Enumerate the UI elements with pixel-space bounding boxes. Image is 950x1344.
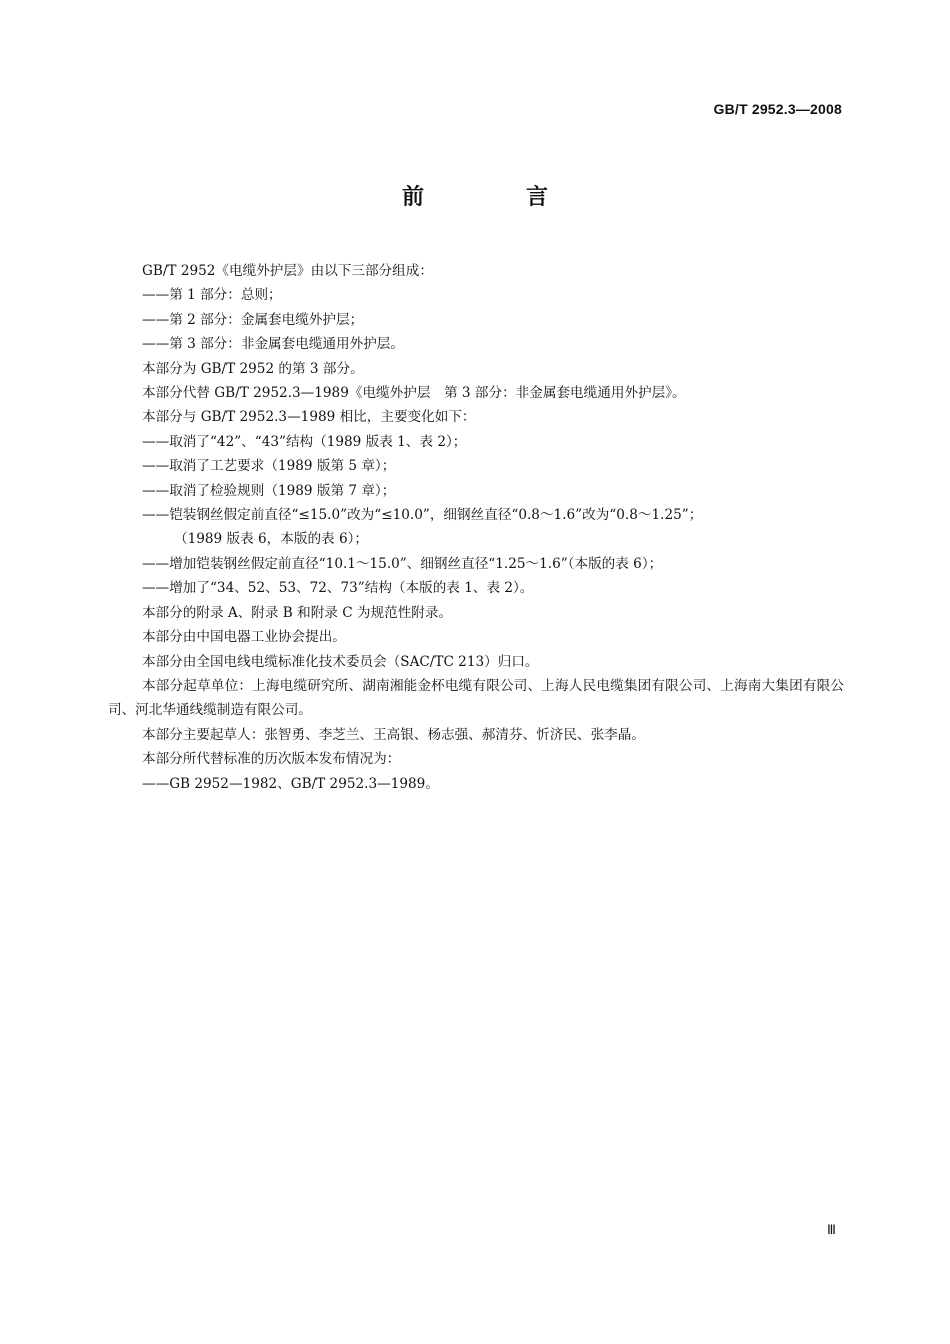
list-item: ——铠装钢丝假定前直径“≤15.0”改为“≤10.0”，细钢丝直径“0.8～1.6”改为“0.8～1.25”； bbox=[142, 507, 703, 524]
list-item: ——取消了“42”、“43”结构（1989 版表 1、表 2）； bbox=[142, 433, 467, 450]
paragraph: 本部分所代替标准的历次版本发布情况为： bbox=[142, 751, 401, 768]
paragraph: 本部分由中国电器工业协会提出。 bbox=[142, 629, 346, 646]
list-item: ——第 1 部分：总则； bbox=[142, 287, 282, 304]
paragraph: 本部分代替 GB/T 2952.3—1989《电缆外护层 第 3 部分：非金属套电缆通用外护层》。 bbox=[142, 385, 686, 402]
paragraph: 本部分为 GB/T 2952 的第 3 部分。 bbox=[142, 360, 364, 377]
standard-code: GB/T 2952.3—2008 bbox=[713, 101, 842, 117]
list-item: ——增加铠装钢丝假定前直径“10.1～15.0”、细钢丝直径“1.25～1.6”（本版的表 6）； bbox=[142, 555, 663, 572]
page-number: Ⅲ bbox=[827, 1222, 836, 1237]
page-title: 前 言 bbox=[401, 185, 588, 210]
paragraph: 本部分由全国电线电缆标准化技术委员会（SAC/TC 213）归口。 bbox=[142, 653, 539, 670]
foreword-body bbox=[108, 259, 844, 796]
list-item-continuation: （1989 版表 6，本版的表 6）； bbox=[174, 531, 368, 548]
list-item: ——取消了检验规则（1989 版第 7 章）； bbox=[142, 482, 396, 499]
paragraph: 本部分与 GB/T 2952.3—1989 相比，主要变化如下： bbox=[142, 409, 476, 426]
paragraph: 本部分起草单位：上海电缆研究所、湖南湘能金杯电缆有限公司、上海人民电缆集团有限公司、上海南大集团有限公司、河北华通线缆制造有限公司。 bbox=[108, 677, 844, 719]
list-item: ——第 2 部分：金属套电缆外护层； bbox=[142, 311, 364, 328]
list-item: ——取消了工艺要求（1989 版第 5 章）； bbox=[142, 458, 396, 475]
paragraph: 本部分的附录 A、附录 B 和附录 C 为规范性附录。 bbox=[142, 604, 453, 621]
list-item: ——GB 2952—1982、GB/T 2952.3—1989。 bbox=[142, 775, 439, 792]
paragraph: 本部分主要起草人：张智勇、李芝兰、王高银、杨志强、郝清芬、忻济民、张李晶。 bbox=[142, 726, 645, 743]
list-item: ——增加了“34、52、53、72、73”结构（本版的表 1、表 2）。 bbox=[142, 580, 534, 597]
paragraph: GB/T 2952《电缆外护层》由以下三部分组成： bbox=[142, 263, 433, 279]
list-item: ——第 3 部分：非金属套电缆通用外护层。 bbox=[142, 336, 404, 353]
